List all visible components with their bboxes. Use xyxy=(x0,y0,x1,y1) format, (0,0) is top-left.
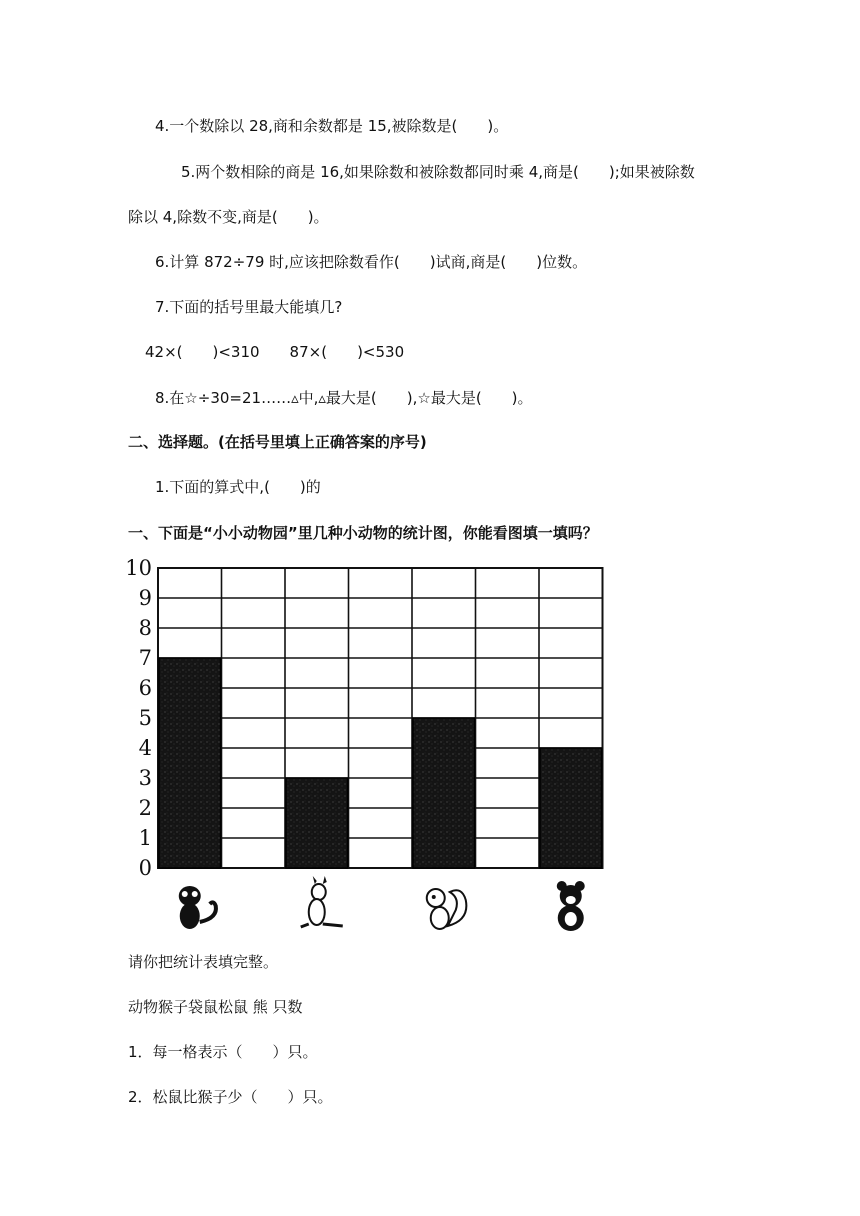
question-6: 6.计算 872÷79 时,应该把除数看作( )试商,商是( )位数。 xyxy=(155,253,588,271)
question-8: 8.在☆÷30=21……▵中,▵最大是( ),☆最大是( )。 xyxy=(155,389,533,407)
section-2-question-1: 1.下面的算式中,( )的 xyxy=(155,478,321,496)
bar-1 xyxy=(159,658,221,868)
question-5-line1: 5.两个数相除的商是 16,如果除数和被除数都同时乘 4,商是( );如果被除数 xyxy=(181,163,695,181)
question-7-items: 42×( )<310 87×( )<530 xyxy=(145,343,405,361)
y-tick-label: 6 xyxy=(138,676,152,700)
question-4: 4.一个数除以 28,商和余数都是 15,被除数是( )。 xyxy=(155,117,509,135)
table-header-text: 动物猴子袋鼠松鼠 熊 只数 xyxy=(128,998,303,1016)
y-tick-label: 1 xyxy=(138,826,152,850)
squirrel-icon xyxy=(427,889,467,929)
bar-3 xyxy=(413,718,475,868)
y-tick-label: 5 xyxy=(138,706,152,730)
y-tick-label: 4 xyxy=(138,736,152,760)
bar-2 xyxy=(286,778,348,868)
y-tick-label: 8 xyxy=(138,616,152,640)
question-7: 7.下面的括号里最大能填几? xyxy=(155,298,343,316)
y-tick-label: 0 xyxy=(138,856,152,880)
monkey-icon xyxy=(179,886,216,929)
sub-question-2: 2．松鼠比猴子少（ ）只。 xyxy=(128,1088,333,1106)
kangaroo-icon xyxy=(301,876,343,927)
bar-4 xyxy=(540,748,602,868)
y-tick-label: 10 xyxy=(125,556,152,580)
section-1-title: 一、下面是“小小动物园”里几种小动物的统计图，你能看图填一填吗？ xyxy=(128,524,598,542)
instruction-text: 请你把统计表填完整。 xyxy=(128,953,279,971)
y-tick-label: 2 xyxy=(138,796,152,820)
section-2-title: 二、选择题。(在括号里填上正确答案的序号) xyxy=(128,433,427,451)
y-tick-label: 7 xyxy=(138,646,152,670)
y-tick-label: 9 xyxy=(138,586,152,610)
sub-question-1: 1．每一格表示（ ）只。 xyxy=(128,1043,318,1061)
bear-icon xyxy=(557,881,585,931)
y-tick-label: 3 xyxy=(138,766,152,790)
bar-chart xyxy=(125,556,628,932)
question-5-line2: 除以 4,除数不变,商是( )。 xyxy=(128,208,329,226)
